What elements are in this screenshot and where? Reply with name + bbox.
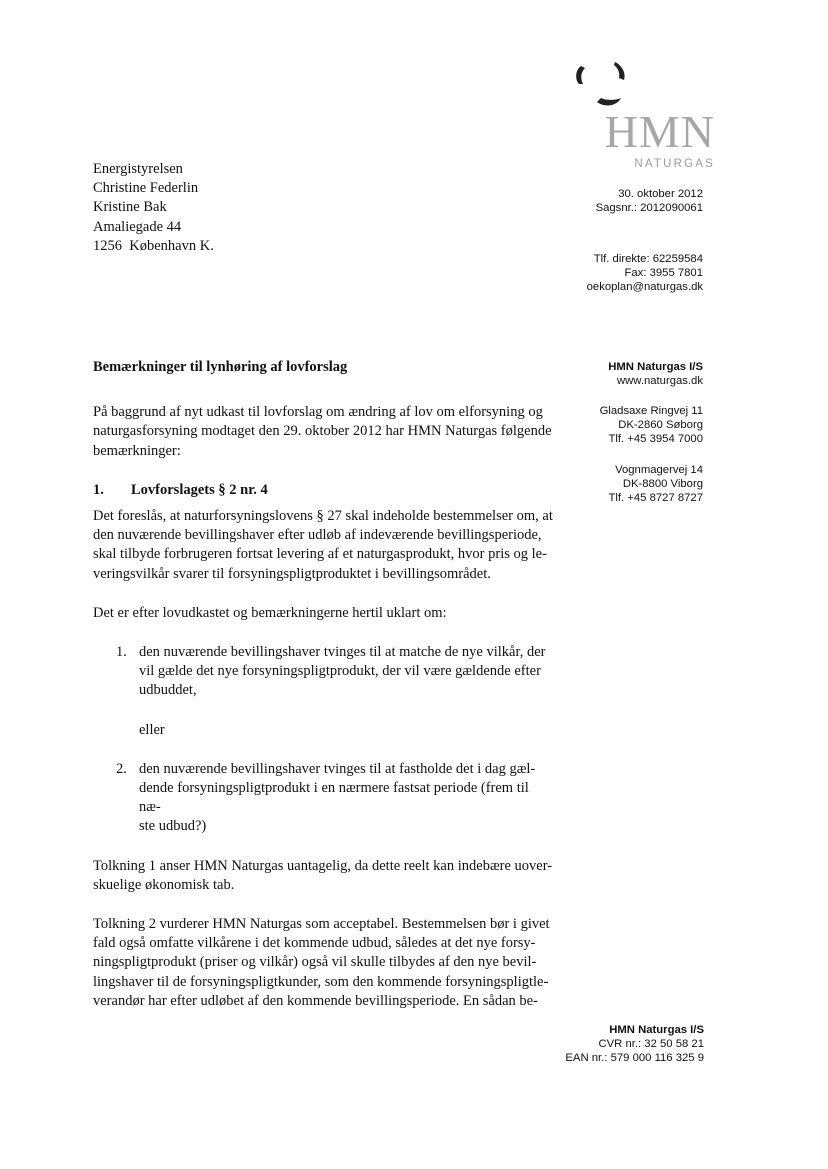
recipient-line: Kristine Bak	[93, 199, 167, 216]
address-line: Tlf. +45 8727 8727	[608, 492, 703, 504]
paragraph: Det foreslås, at naturforsyningslovens § 27 skal indeholde bestemmelser om, at den nuværende bevillingshaver efter udløb af indeværende bevillingsperiode, skal tilbyde forbrugeren fortsat levering af et naturgasprodukt, hvor pris og le- veringsvilkår svarer til forsyningspligtproduktet i bevillingsområdet.	[93, 508, 553, 582]
or-separator: eller	[139, 721, 165, 738]
list-item: 2. den nuværende bevillingshaver tvinges til at fastholde det i dag gæl- dende forsyningspligtprodukt i en nærmere fastsat periode (frem til næ- ste udbud?)	[116, 760, 536, 835]
address-line: DK-8800 Viborg	[622, 478, 703, 490]
logo-subtitle: NATURGAS	[634, 158, 715, 170]
contact-info	[483, 252, 703, 294]
address-line: Gladsaxe Ringvej 11	[599, 405, 703, 417]
section-heading	[93, 481, 553, 500]
letter-date: 30. oktober 2012	[618, 188, 703, 200]
cvr-number: CVR nr.: 32 50 58 21	[598, 1038, 704, 1050]
address-line: Tlf. +45 3954 7000	[608, 433, 703, 445]
fax-number: Fax: 3955 7801	[624, 267, 703, 279]
section-title: Lovforslagets § 2 nr. 4	[131, 481, 268, 498]
footer-company-name: HMN Naturgas I/S	[609, 1024, 704, 1036]
ean-number: EAN nr.: 579 000 116 325 9	[565, 1052, 704, 1064]
letter-meta	[483, 187, 703, 215]
recipient-address	[93, 160, 343, 256]
page-footer	[444, 1023, 704, 1065]
address-line: Vognmagervej 14	[615, 464, 703, 476]
paragraph: Tolkning 1 anser HMN Naturgas uantagelig, da dette reelt kan indebære uover- skuelige økonomisk tab.	[93, 857, 553, 893]
case-number: Sagsnr.: 2012090061	[595, 202, 703, 214]
interpretation-list	[93, 760, 553, 837]
address-line: DK-2860 Søborg	[618, 419, 703, 431]
paragraph: Tolkning 2 vurderer HMN Naturgas som acceptabel. Bestemmelsen bør i givet fald også omfatte vilkårene i det kommende udbud, således at det nye forsy- ningspligtprodukt (priser og vilkår) også vil skulle tilbydes af den nye bevil- lingshaver til de forsyningspligtkunder, som den kommende forsyningspligtle- verandør har efter udløbet af den kommende bevillingsperiode. En sådan be-	[93, 916, 550, 1009]
company-website[interactable]: www.naturgas.dk	[616, 375, 703, 387]
recipient-line: Christine Federlin	[93, 180, 199, 197]
recipient-line: 1256 København K.	[93, 237, 214, 254]
intro-paragraph: På baggrund af nyt udkast til lovforslag om ændring af lov om elforsyning og naturgasforsyning modtaget den 29. oktober 2012 har HMN Naturgas følgende bemærkninger:	[93, 404, 552, 459]
company-name: HMN Naturgas I/S	[608, 361, 703, 373]
logo-wordmark: HMN	[604, 106, 715, 157]
recipient-line: Energistyrelsen	[93, 161, 183, 177]
section-number: 1.	[93, 481, 104, 498]
direct-phone: Tlf. direkte: 62259584	[593, 253, 703, 265]
company-logo	[575, 58, 715, 178]
letter-subject: Bemærkninger til lynhøring af lovforslag	[93, 359, 348, 375]
list-item: 1. den nuværende bevillingshaver tvinges til at matche de nye vilkår, der vil gælde det nye forsyningspligtprodukt, der vil være gældende efter udbuddet,	[116, 644, 546, 699]
letter-body	[93, 358, 553, 1031]
recipient-line: Amaliegade 44	[93, 218, 182, 235]
email-address[interactable]: oekoplan@naturgas.dk	[586, 281, 703, 293]
interpretation-list	[93, 643, 553, 701]
paragraph: Det er efter lovudkastet og bemærkningerne hertil uklart om:	[93, 604, 447, 621]
